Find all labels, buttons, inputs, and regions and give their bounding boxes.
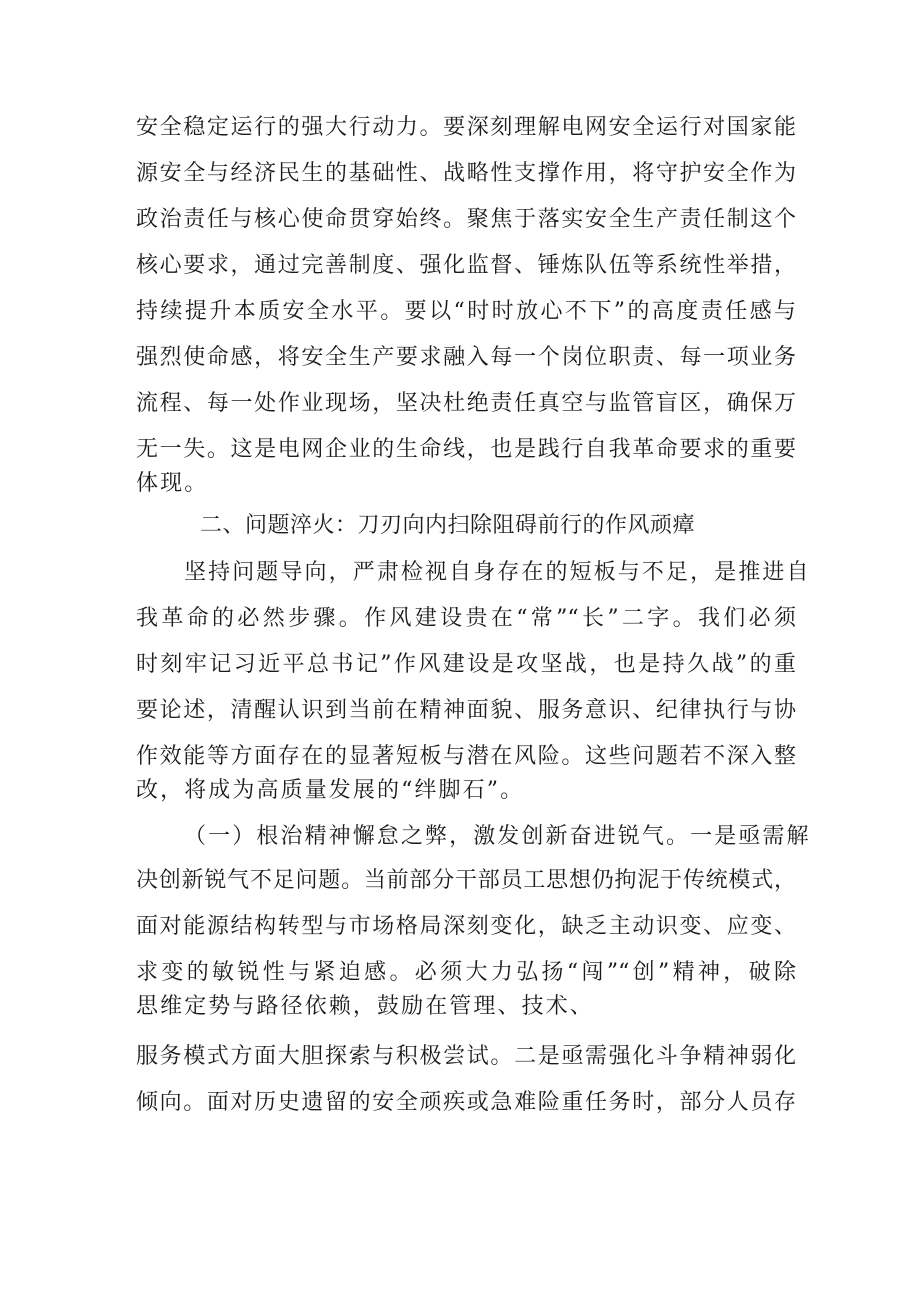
paragraph-line: 强烈使命感，将安全生产要求融入每一个岗位职责、每一项业务 [136,345,796,370]
paragraph-line: 求变的敏锐性与紧迫感。必须大力弘扬“闯”“创”精神，破除 [136,960,796,985]
paragraph-line: 改，将成为高质量发展的“绊脚石”。 [136,778,525,803]
paragraph-line: 思维定势与路径依赖，鼓励在管理、技术、 [136,994,594,1019]
paragraph-line: 作效能等方面存在的显著短板与潜在风险。这些问题若不深入整 [136,744,796,769]
paragraph-line: 要论述，清醒认识到当前在精神面貌、服务意识、纪律执行与协 [136,698,796,723]
paragraph-line: 流程、每一处作业现场，坚决杜绝责任真空与监管盲区，确保万 [136,391,796,416]
paragraph-line: 安全稳定运行的强大行动力。要深刻理解电网安全运行对国家能 [136,115,796,140]
paragraph-line: 体现。 [136,471,209,496]
paragraph-line: 核心要求，通过完善制度、强化监督、锤炼队伍等系统性举措， [136,253,796,278]
paragraph-line: 持续提升本质安全水平。要以“时时放心不下”的高度责任感与 [136,299,796,324]
paragraph-line: 无一失。这是电网企业的生命线，也是践行自我革命要求的重要 [136,437,796,462]
paragraph-line: 源安全与经济民生的基础性、战略性支撑作用，将守护安全作为 [136,161,796,186]
paragraph-line: 倾向。面对历史遗留的安全顽疾或急难险重任务时，部分人员存 [136,1090,796,1115]
paragraph-line: 时刻牢记习近平总书记”作风建设是攻坚战，也是持久战”的重 [136,652,796,677]
paragraph-line: （一）根治精神懈怠之弊，激发创新奋进锐气。一是亟需解 [184,824,811,849]
paragraph-line: 政治责任与核心使命贯穿始终。聚焦于落实安全生产责任制这个 [136,207,796,232]
paragraph-line: 决创新锐气不足问题。当前部分干部员工思想仍拘泥于传统模式， [136,868,796,893]
paragraph-line: 面对能源结构转型与市场格局深刻变化，缺乏主动识变、应变、 [136,914,796,939]
section-heading: 二、问题淬火：刀刃向内扫除阻碍前行的作风顽瘴 [200,513,696,538]
paragraph-line: 我革命的必然步骤。作风建设贵在“常”“长”二字。我们必须 [136,606,796,631]
paragraph-line: 坚持问题导向，严肃检视自身存在的短板与不足，是推进自 [184,560,811,585]
paragraph-line: 服务模式方面大胆探索与积极尝试。二是亟需强化斗争精神弱化 [136,1044,796,1069]
